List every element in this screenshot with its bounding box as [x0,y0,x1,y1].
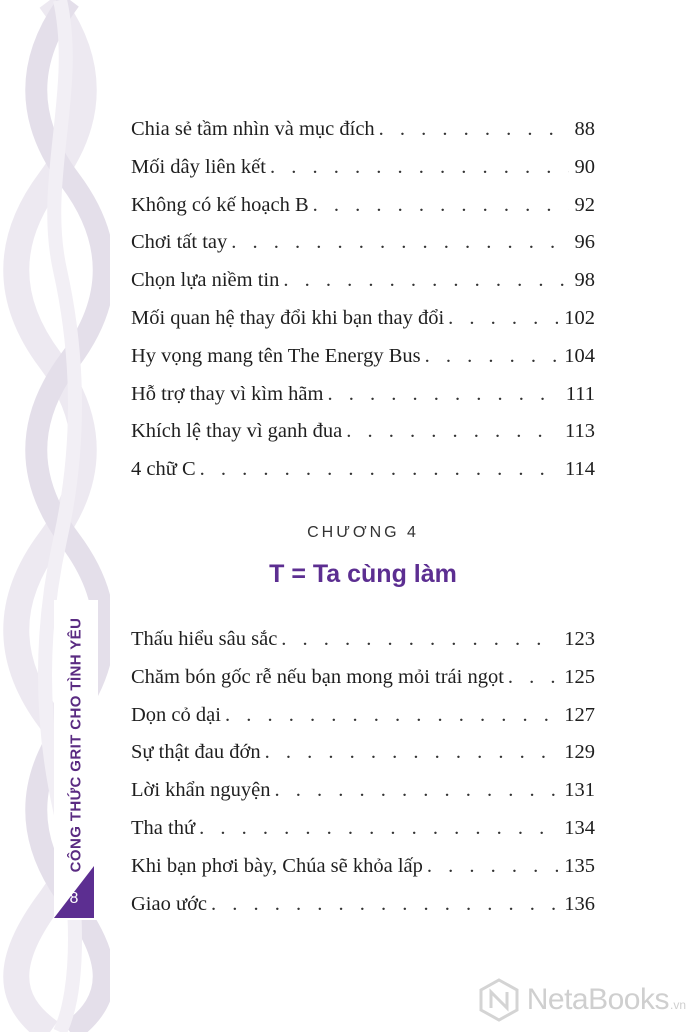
toc-leader-dots [327,376,559,414]
toc-leader-dots [275,772,559,810]
watermark-text: NetaBooks [526,983,669,1016]
toc-entry-title: Khích lệ thay vì ganh đua [131,420,343,443]
toc-leader-dots [199,810,558,848]
toc-entry-title: Chia sẻ tầm nhìn và mục đích [131,118,375,140]
toc-entry-title: Chăm bón gốc rễ nếu bạn mong mỏi trái ngọt [131,665,504,688]
toc-entry[interactable] [131,621,595,659]
toc-entry-page: 102 [564,306,595,329]
toc-entry-title: Không có kế hoạch B [131,193,309,216]
toc-entry[interactable] [131,262,595,300]
watermark-suffix: .vn [669,998,686,1012]
toc-entry-title: Lời khẩn nguyện [131,779,271,802]
toc-entry-title: Mối dây liên kết [131,155,266,178]
toc-entry-page: 136 [564,892,595,915]
toc-entry-title: Khi bạn phơi bày, Chúa sẽ khỏa lấp [131,854,423,877]
toc-entry-page: 135 [564,854,595,877]
toc-entry-page: 92 [574,193,595,216]
toc-entry[interactable] [131,111,595,149]
toc-leader-dots [379,111,569,149]
toc-section-top [131,111,595,489]
toc-entry-page: 98 [574,269,595,292]
toc-entry[interactable] [131,734,595,772]
chapter-label: CHƯƠNG 4 [307,524,419,541]
toc-leader-dots [231,224,568,262]
toc-entry-title: Thấu hiểu sâu sắc [131,628,278,650]
toc-entry-page: 88 [574,118,595,140]
toc-entry[interactable] [131,149,595,187]
toc-leader-dots [448,300,558,338]
toc-entry[interactable] [131,413,595,451]
toc-leader-dots [283,262,568,300]
toc-leader-dots [427,848,558,886]
toc-entry[interactable] [131,300,595,338]
toc-entry-title: Giao ước [131,892,208,915]
toc-leader-dots [425,338,559,376]
toc-entry[interactable] [131,810,595,848]
toc-leader-dots [346,413,559,451]
toc-entry-page: 125 [564,665,595,688]
toc-entry-title: Hỗ trợ thay vì kìm hãm [131,382,324,405]
toc-leader-dots [225,697,558,735]
toc-entry-title: Sự thật đau đớn [131,741,261,764]
toc-entry[interactable] [131,376,595,414]
toc-entry[interactable] [131,187,595,225]
toc-leader-dots [508,659,558,697]
chapter-title: T = Ta cùng làm [269,560,457,588]
toc-entry[interactable] [131,451,595,489]
toc-entry-page: 134 [564,816,595,839]
toc-leader-dots [313,187,569,225]
toc-entry-title: Tha thứ [131,816,196,839]
toc-entry-title: Dọn cỏ dại [131,703,221,726]
toc-entry[interactable] [131,659,595,697]
page-number: 8 [69,890,79,907]
toc-section-bottom [131,621,595,923]
book-title-vertical: CÔNG THỨC GRIT CHO TÌNH YÊU [67,617,85,873]
toc-leader-dots [265,734,559,772]
toc-leader-dots [211,886,558,924]
toc-entry-title: 4 chữ C [131,458,196,481]
toc-entry-title: Chơi tất tay [131,231,228,254]
toc-entry[interactable] [131,886,595,924]
toc-entry-page: 111 [565,382,595,405]
toc-entry-title: Chọn lựa niềm tin [131,269,280,292]
toc-leader-dots [270,149,569,187]
toc-leader-dots [281,621,558,659]
toc-entry-page: 96 [574,231,595,254]
toc-entry[interactable] [131,224,595,262]
toc-entry-page: 129 [564,741,595,764]
toc-entry-title: Mối quan hệ thay đổi khi bạn thay đổi [131,306,445,329]
toc-entry-page: 104 [564,344,595,367]
netabooks-logo-icon [477,978,521,1022]
netabooks-watermark [477,978,686,1022]
toc-entry-page: 113 [565,420,595,443]
page-number-badge [54,866,98,918]
toc-entry[interactable] [131,697,595,735]
toc-entry-page: 123 [564,628,595,650]
toc-entry-page: 114 [565,458,595,481]
toc-entry-page: 90 [574,155,595,178]
toc-entry-page: 127 [564,703,595,726]
toc-leader-dots [200,451,559,489]
toc-entry[interactable] [131,338,595,376]
toc-entry[interactable] [131,772,595,810]
toc-entry-page: 131 [564,779,595,802]
toc-entry[interactable] [131,848,595,886]
toc-entry-title: Hy vọng mang tên The Energy Bus [131,344,421,367]
